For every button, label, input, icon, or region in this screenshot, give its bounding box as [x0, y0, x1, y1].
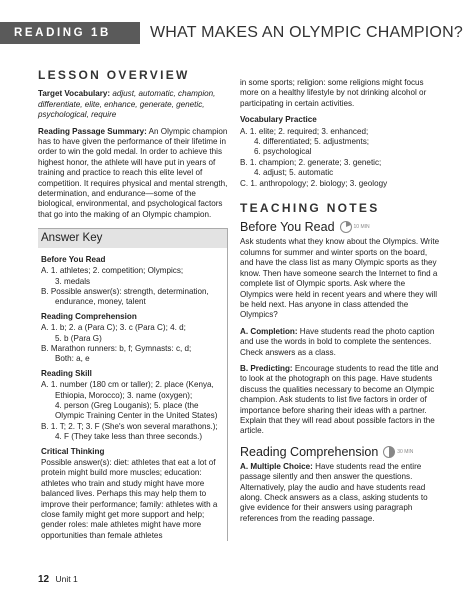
ak-line: A. 1. number (180 cm or taller); 2. place (Kenya, [41, 380, 214, 390]
answer-key-box [38, 228, 228, 541]
ak-critical-text: Possible answer(s): diet: athletes that eat a lot of protein might build more muscles; education: athletes who train and study might have more balanced lives. Perhaps this may help them to improve their performance; family: athletes with a close family might get more support and help; gender roles: male athletes might have more opportunities than female athletes [41, 458, 218, 540]
before-you-read-heading: Before You Read 10 MIN [240, 220, 370, 235]
timer-icon [339, 220, 353, 234]
ak-reading-skill: Reading Skill [41, 368, 92, 378]
timer-icon [382, 445, 396, 459]
critical-thinking-continued: in some sports; religion: some religions might focus more on a healthy lifestyle by not drinking alcohol or participating in certain activities. [240, 78, 427, 108]
answer-key-title: Answer Key [38, 229, 227, 247]
ak-line: Olympic Training Center in the United States) [55, 411, 218, 421]
ak-line: 4. person (Greg Louganis); 5. place (the [55, 400, 199, 410]
ak-line: A. 1. athletes; 2. competition; Olympics; [41, 266, 184, 276]
vp-line: 4. differentiated; 5. adjustments; [254, 137, 370, 147]
ak-reading-comprehension: Reading Comprehension [41, 311, 137, 321]
ak-before-you-read: Before You Read [41, 254, 106, 264]
ak-line: B. 1. T; 2. T; 3. F (She's won several marathons.); [41, 421, 218, 431]
ak-line: B. Possible answer(s): strength, determination, [41, 286, 209, 296]
ak-line: 5. b (Para G) [55, 333, 102, 343]
predicting-note: B. Predicting: Encourage students to read the title and to look at the photograph on this page. Have students discuss the qualities necessary to become an Olympic champion. Ask students to list five factors in order of importance before sharing their ideas with a partner. Explain that they will read about possible factors in the article. [240, 363, 439, 436]
multiple-choice-note: A. Multiple Choice: Have students read the entire passage silently and then answer the questions. Alternatively, play the audio and have students read along. Check answers as a class, asking students to give evidence for their answers using paragraph references from the reading passage. [240, 461, 428, 523]
ak-line: 4. F (They take less than three seconds.) [55, 432, 203, 442]
page-footer [38, 574, 78, 585]
ak-line: Ethiopia, Morocco); 3. name (oxygen); [55, 390, 193, 400]
lesson-overview-heading: LESSON OVERVIEW [38, 68, 190, 82]
vp-line: C. 1. anthropology; 2. biology; 3. geology [240, 178, 388, 188]
vp-line: 4. adjust; 5. automatic [254, 168, 334, 178]
timer-label: 30 MIN [397, 448, 414, 455]
vp-line: 6. psychological [254, 147, 312, 157]
page-title: WHAT MAKES AN OLYMPIC CHAMPION? [150, 24, 463, 41]
target-vocabulary: Target Vocabulary: adjust, automatic, champion, differentiate, elite, enhance, generate, genetic, psychological, require [38, 89, 216, 120]
reading-comprehension-heading: Reading Comprehension 30 MIN [240, 444, 414, 459]
left-column [38, 70, 228, 541]
vp-line: B. 1. champion; 2. generate; 3. genetic; [240, 157, 382, 167]
completion-note: A. Completion: Have students read the photo caption and use the words in bold to complete the sentences. Check answers as a class. [240, 326, 435, 357]
right-column [240, 78, 440, 530]
ak-line: B. Marathon runners: b, f; Gymnasts: c, d; [41, 343, 192, 353]
passage-summary: Reading Passage Summary: An Olympic champion has to have given the performance of their lifetime in order to win the gold medal. In order to achieve this highest honor, the athlete will have put in years of training and practice to reach this elite level of competition. It requires physical and mental strength, determination, and endurance—some of the biological, environmental, and psychological factors that go into the making of an Olympic champion. [38, 126, 228, 219]
timer-label: 10 MIN [353, 224, 370, 231]
ak-line: Both: a, e [55, 354, 90, 364]
unit-label: Unit 1 [55, 574, 78, 584]
ak-line: 3. medals [55, 276, 91, 286]
before-you-read-text: Ask students what they know about the Olympics. Write columns for summer and winter sports on the board, and have the class list as many Olympic sports as they know. Then have someone search the Internet to find a complete list of Olympic sports. Ask where the Olympics were held in recent years and where they will be held next. Has anyone in class attended the Olympics? [240, 237, 440, 320]
vocabulary-practice-heading: Vocabulary Practice [240, 115, 317, 125]
reading-banner: READING 1B [0, 22, 140, 44]
ak-line: A. 1. b; 2. a (Para C); 3. c (Para C); 4. d; [41, 323, 186, 333]
teaching-notes-heading: TEACHING NOTES [240, 201, 380, 216]
ak-line: endurance, money, talent [55, 297, 146, 307]
vp-line: A. 1. elite; 2. required; 3. enhanced; [240, 126, 369, 136]
ak-critical-thinking: Critical Thinking [41, 446, 105, 456]
page-number: 12 [38, 574, 50, 585]
